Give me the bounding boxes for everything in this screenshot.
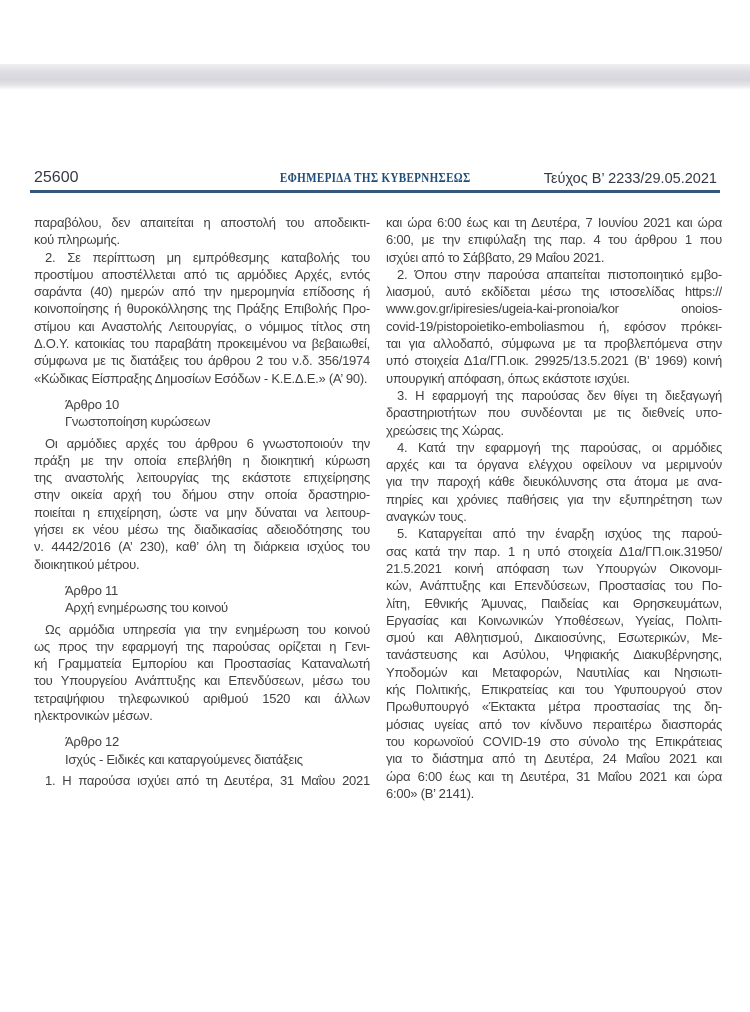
page-number: 25600 <box>34 169 79 186</box>
paragraph <box>386 266 722 387</box>
text-line: Δ.Ο.Υ. κατοικίας του παραβάτη προκειμένου να βεβαιωθεί, <box>34 336 370 352</box>
text-line: πράξη με την οποία επεβλήθη η διοικητική κύρωση <box>34 452 370 468</box>
right-column <box>386 214 722 802</box>
text-line: 2. Σε περίπτωση μη εμπρόθεσμης καταβολής του <box>45 249 370 265</box>
text-line: Εργασίας και Κοινωνικών Υποθέσεων, Υγείας, Πολιτι- <box>386 612 722 628</box>
left-column <box>34 214 370 802</box>
text-line: κή Γραμματεία Εμπορίου και Προστασίας Καταναλωτή <box>34 656 370 672</box>
text-line: πηρίες και χρόνιες παθήσεις για την εξυπηρέτηση των <box>386 491 722 507</box>
text-line: στην οικεία αρχή του δήμου στην οποία δραστηριο- <box>34 487 370 503</box>
text-line: αρχές και τα όργανα ελέγχου οφείλουν να μεριμνούν <box>386 457 722 473</box>
text-line: στίμου και Αναστολής Λειτουργίας, ο νόμιμος τίτλος στη <box>34 318 370 334</box>
text-line: Άρθρο 12 <box>65 734 119 750</box>
paragraph <box>34 214 370 249</box>
text-line: 2. Όπου στην παρούσα απαιτείται πιστοποιητικό εμβο- <box>397 266 722 282</box>
text-line: «Κώδικας Είσπραξης Δημοσίων Εσόδων - Κ.Ε.Δ.Ε.» (Α’ 90). <box>34 370 368 386</box>
text-line: ν. 4442/2016 (Α’ 230), καθ’ όλη τη διάρκεια ισχύος του <box>34 539 370 555</box>
text-line: 4. Κατά την εφαρμογή της παρούσας, οι αρμόδιες <box>397 439 722 455</box>
text-line: κοινοποίησης ή θυροκόλλησης της Πράξης Επιβολής Προ- <box>34 301 370 317</box>
text-line: και ώρα 6:00 έως και τη Δευτέρα, 7 Ιουνίου 2021 και ώρα <box>386 215 722 230</box>
article-heading <box>34 582 370 617</box>
text-line: κού πληρωμής. <box>34 232 120 248</box>
text-line: Άρθρο 10 <box>65 396 119 412</box>
text-line: μόσιας υγείας από τον κίνδυνο περαιτέρω διασποράς <box>386 716 722 732</box>
text-line: για την παροχή κάθε διευκόλυνσης στα άτομα με ανα- <box>386 474 722 490</box>
text-line: σμού και Αθλητισμού, Δικαιοσύνης, Εσωτερικών, Με- <box>386 630 722 646</box>
text-line: σύμφωνα με τις διατάξεις του άρθρου 2 του ν.δ. 356/1974 <box>34 353 370 369</box>
text-line: Πρωθυπουργό «Έκτακτα μέτρα προστασίας της δη- <box>386 699 722 715</box>
text-line: κών, Ανάπτυξης και Επενδύσεων, Προστασίας του Πο- <box>386 578 722 594</box>
gazette-title-text: ΕΦΗΜΕΡΙΔΑ ΤΗΣ ΚΥΒΕΡΝΗΣΕΩΣ <box>279 170 471 185</box>
text-line: Ισχύς - Ειδικές και καταργούμενες διατάξεις <box>65 751 303 767</box>
text-line: λιασμού, αυτό εκδίδεται μέσω της ιστοσελίδας https:// <box>386 284 722 300</box>
paragraph <box>386 214 722 266</box>
text-line: ποιείται η επιχείρηση, ώστε να μην δύναται να λειτουρ- <box>34 504 370 520</box>
text-line: Άρθρο 11 <box>65 582 119 598</box>
text-line: ώρα 6:00 έως και τη Δευτέρα, 31 Μαΐου 2021 και ώρα <box>386 768 722 784</box>
text-line: λίτη, Εθνικής Άμυνας, Παιδείας και Θρησκευμάτων, <box>386 595 722 611</box>
text-line: 6:00, με την επιφύλαξη της παρ. 4 του άρθρου 1 που <box>386 232 722 248</box>
issue-label: Τεύχος Β’ 2233/29.05.2021 <box>543 171 717 187</box>
document-body <box>34 214 722 802</box>
text-line: covid-19/pistopoietiko-emboliasmou ή, εφόσον πρόκει- <box>386 318 722 334</box>
paragraph <box>386 439 722 525</box>
text-line: του Υπουργείου Ανάπτυξης και Επενδύσεων, μέσω του <box>34 673 370 689</box>
text-line: αναγκών τους. <box>386 509 467 525</box>
text-line: Γνωστοποίηση κυρώσεων <box>65 414 211 430</box>
text-line: για το διάστημα από τη Δευτέρα, 24 Μαΐου 2021 και <box>386 751 722 767</box>
header-rule <box>30 190 720 193</box>
text-line: δραστηριοτήτων που συνδέονται με τις διεθνείς υπο- <box>386 405 722 421</box>
article-heading <box>34 733 370 768</box>
paragraph <box>34 621 370 725</box>
paragraph <box>34 772 370 789</box>
text-line: της αναστολής λειτουργίας της εκάστοτε επιχείρησης <box>34 470 370 486</box>
paragraph <box>386 525 722 802</box>
text-line: Οι αρμόδιες αρχές του άρθρου 6 γνωστοποιούν την <box>45 435 370 451</box>
text-line: τανάστευσης και Ασύλου, Ψηφιακής Διακυβέρνησης, <box>386 647 722 663</box>
text-line: προστίμου αποστέλλεται από τις αρμόδιες Αρχές, εντός <box>34 266 370 282</box>
text-line: ηλεκτρονικών μέσων. <box>34 708 153 724</box>
text-line: 5. Καταργείται από την έναρξη ισχύος της παρού- <box>397 526 722 542</box>
text-line: παραβόλου, δεν απαιτείται η αποστολή του αποδεικτι- <box>34 215 370 230</box>
text-line: χρεώσεις της Χώρας. <box>386 422 504 438</box>
text-line: 1. Η παρούσα ισχύει από τη Δευτέρα, 31 Μαΐου 2021 <box>45 772 370 788</box>
text-line: διοικητικού μέτρου. <box>34 556 140 572</box>
text-line: 6:00» (Β’ 2141). <box>386 785 475 801</box>
paragraph <box>386 387 722 439</box>
text-line: υπουργική απόφαση, όπως εκάστοτε ισχύει. <box>386 370 630 386</box>
text-line: Αρχή ενημέρωσης του κοινού <box>65 600 228 616</box>
text-line: Υποδομών και Μεταφορών, Ναυτιλίας και Νησιωτι- <box>386 664 722 680</box>
article-heading <box>34 396 370 431</box>
text-line: ως προς την εφαρμογή της παρούσας ορίζεται η Γενι- <box>34 638 370 654</box>
text-line: σας κατά την παρ. 1 η υπό στοιχεία Δ1α/ΓΠ.οικ.31950/ <box>386 543 722 559</box>
text-line: υπό στοιχεία Δ1α/ΓΠ.οικ. 29925/13.5.2021 (Β’ 1969) κοινή <box>386 353 722 369</box>
text-line: κής Πολιτικής, Επικρατείας και του Υφυπουργού στον <box>386 682 722 698</box>
text-line: του κορωνοϊού COVID-19 στο σύνολο της Επικράτειας <box>386 733 722 749</box>
text-line: 3. Η εφαρμογή της παρούσας δεν θίγει τη διεξαγωγή <box>397 387 722 403</box>
text-line: γήσει εκ νέου μέσω της διαδικασίας αδειοδότησης του <box>34 522 370 538</box>
text-line: Ως αρμόδια υπηρεσία για την ενημέρωση του κοινού <box>45 621 370 637</box>
paragraph <box>34 249 370 387</box>
text-line: ισχύει από το Σάββατο, 29 Μαΐου 2021. <box>386 249 605 265</box>
text-line: σαράντα (40) ημερών από την ημερομηνία επίδοσης ή <box>34 284 370 300</box>
paragraph <box>34 435 370 573</box>
text-line: τετραψήφιου τηλεφωνικού αριθμού 1520 και άλλων <box>34 690 370 706</box>
text-line: www.gov.gr/ipiresies/ugeia-kai-pronoia/kor onoios- <box>386 301 722 317</box>
text-line: ται για αλλοδαπό, σύμφωνα με τα προβλεπόμενα στην <box>386 336 722 352</box>
text-line: 21.5.2021 κοινή απόφαση των Υπουργών Οικονομι- <box>386 560 722 576</box>
page-edge-shadow <box>0 64 750 90</box>
